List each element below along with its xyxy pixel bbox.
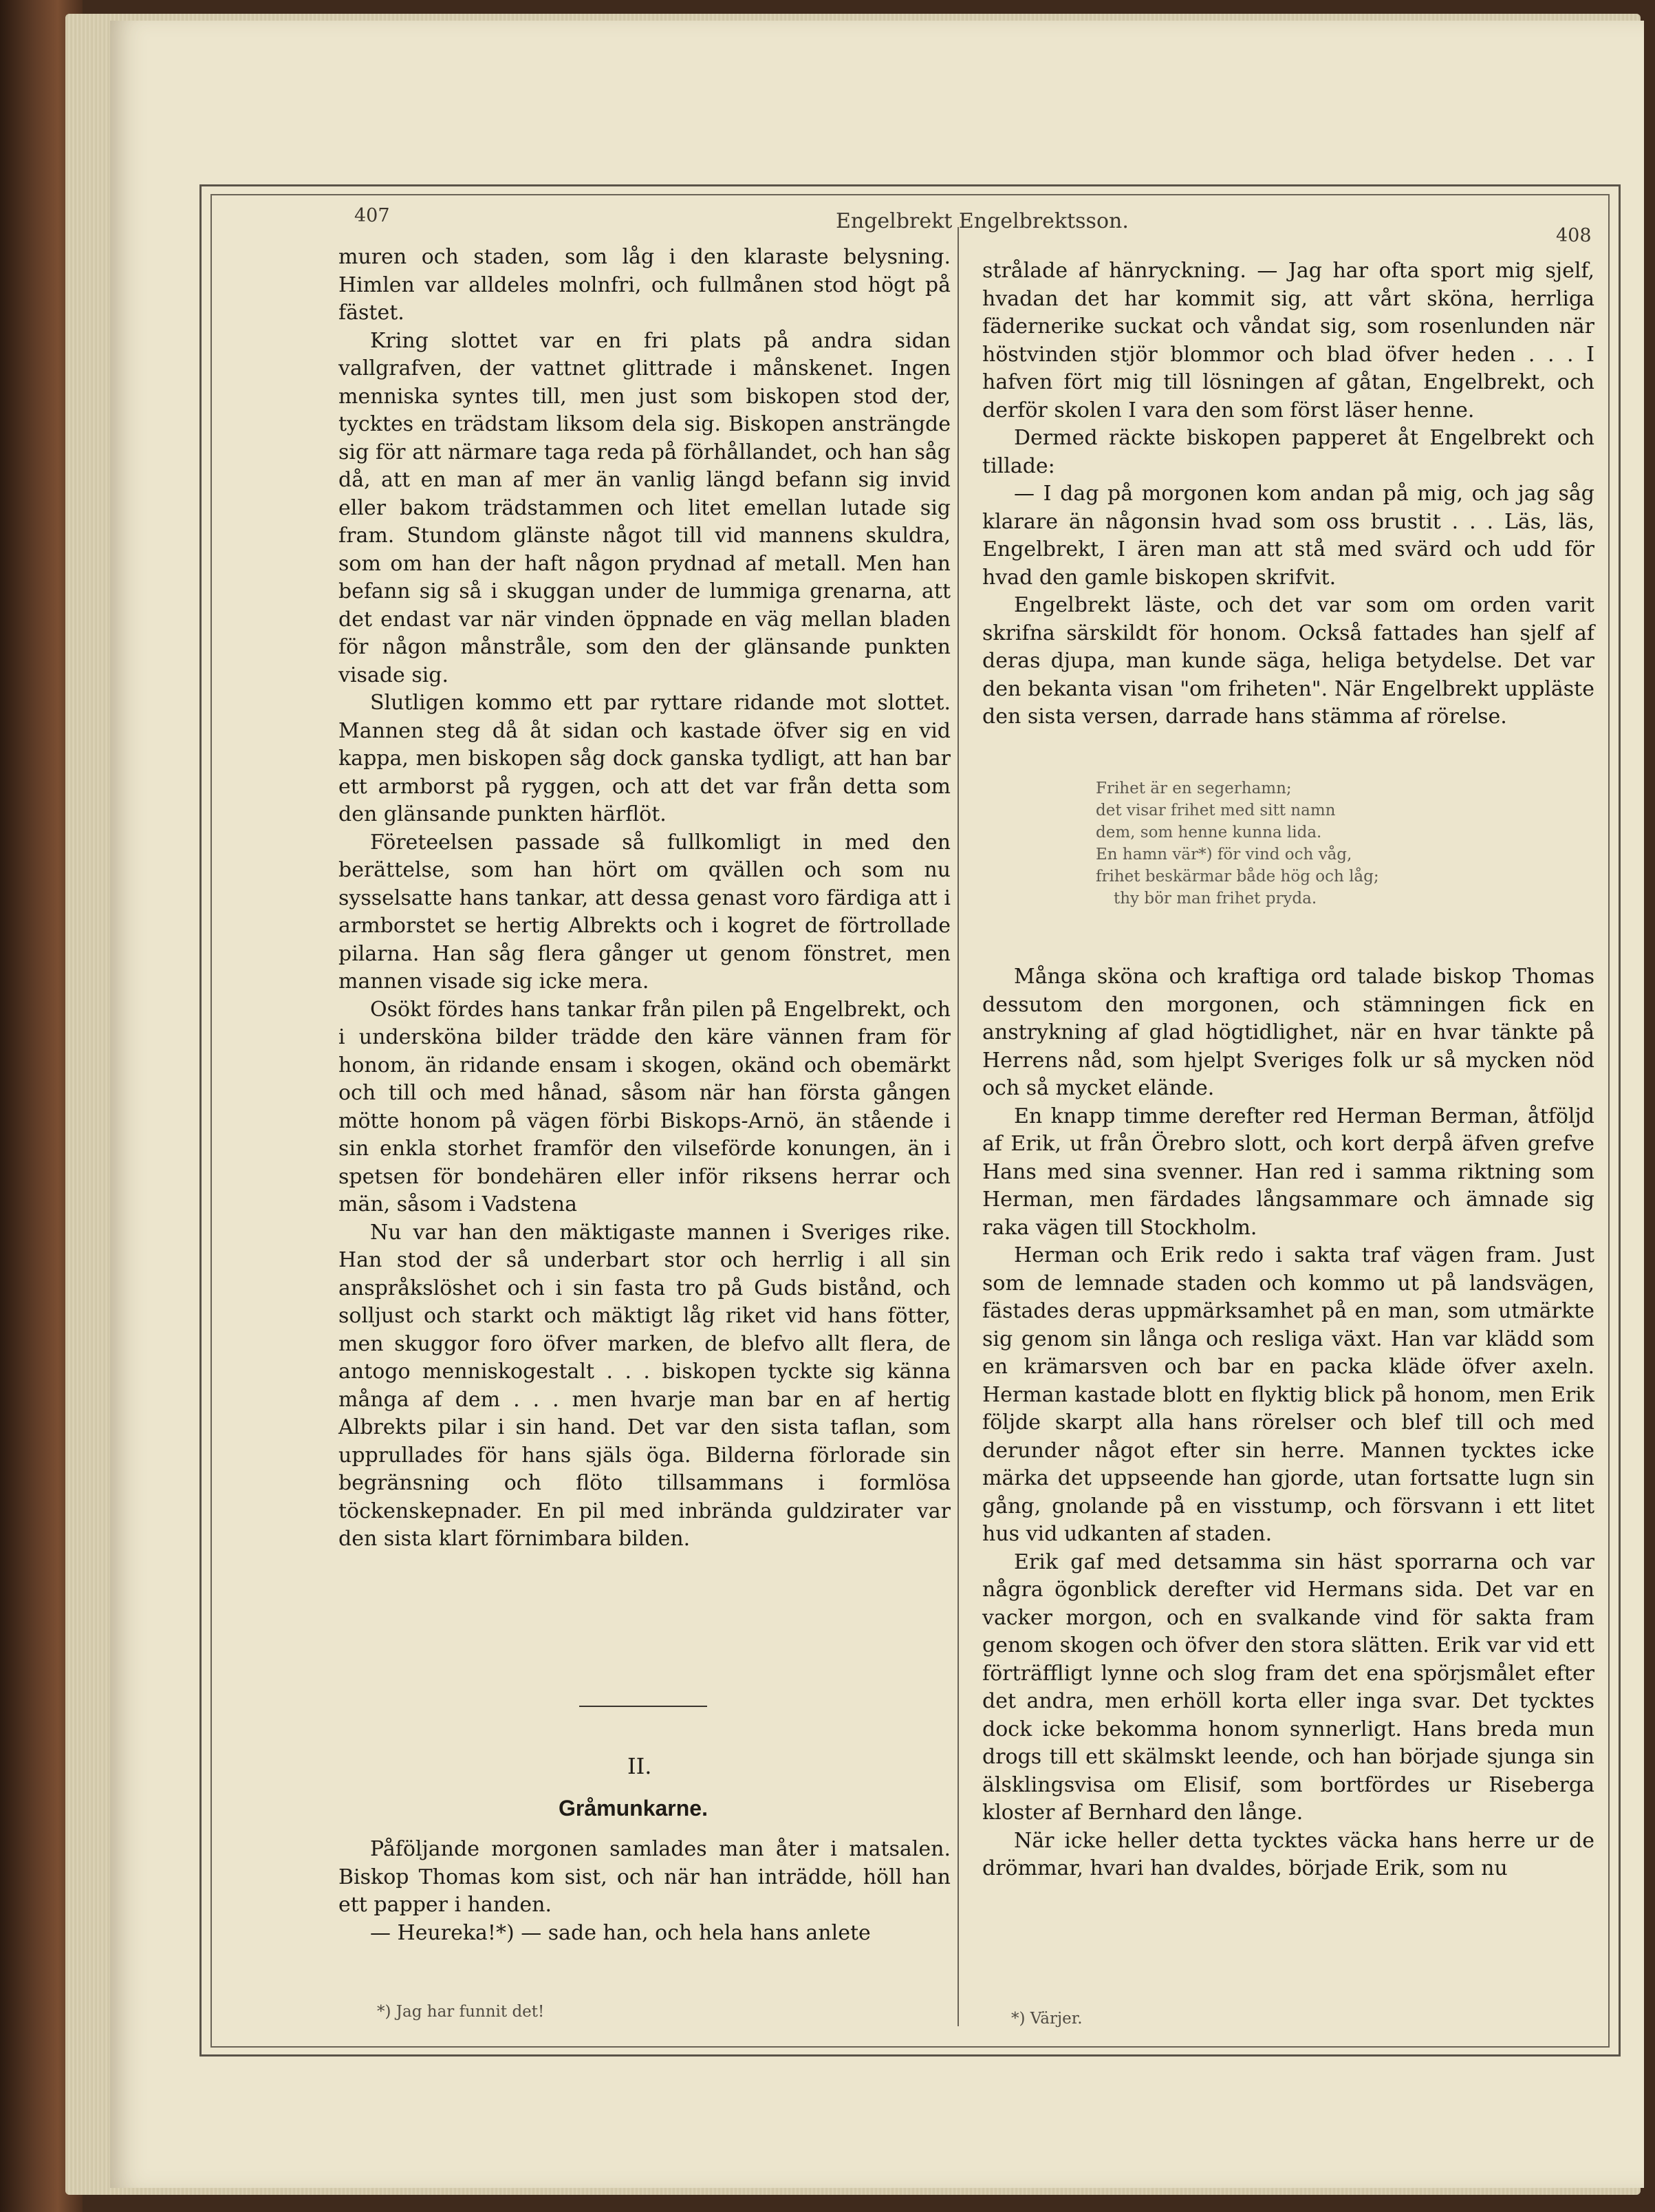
section-number: II. (627, 1753, 652, 1779)
paragraph: Engelbrekt läste, och det var som om orden varit skrifna särskildt för honom. Också fattades han sjelf af deras djupa, man kunde säga, heliga betydelse. Det var den bekanta visan "om friheten". När Engelbrekt uppläste den sista versen, darrade hans stämma af rörelse. (982, 593, 1594, 729)
right-column-top (982, 257, 1594, 731)
paragraph: Kring slottet var en fri plats på andra sidan vallgrafven, der vattnet glittrade i månskenet. Ingen menniska syntes till, men just som biskopen stod der, tycktes en trädstam liksom dela sig. Biskopen ansträngde sig för att närmare taga reda på förhållandet, och han såg då, att en man af mer än vanlig längd befann sig invid eller bakom trädstammen och litet emellan lutade sig fram. Stundom glänste något till vid mannens skuldra, som om han der haft någon prydnad af metall. Men han befann sig så i skuggan under de lummiga grenarna, att det endast var när vinden öppnade en väg mellan bladen för någon månstråle, som den der glänsande punkten visade sig. (338, 328, 951, 687)
left-column (338, 244, 951, 1554)
paragraph: Osökt fördes hans tankar från pilen på Engelbrekt, och i undersköna bilder trädde den käre vännen fram för honom, än ridande ensam i skogen, okänd och obemärkt och till och med hånad, såsom när han första gången mötte honom på vägen förbi Biskops-Arnö, än stående i sin enkla storhet framför den vilseförde konungen, än i spetsen för bondehären eller inför riksens herrar och män, såsom i Vadstena (338, 997, 951, 1216)
section-text (338, 1836, 951, 1947)
section-title: Gråmunkarne. (559, 1796, 708, 1821)
poem-block (1096, 777, 1481, 910)
paragraph: Många sköna och kraftiga ord talade biskop Thomas dessutom den morgonen, och stämningen fick en anstrykning af glad högtidlighet, när en hvar tänkte på Herrens nåd, som hjelpt Sveriges folk ur så mycken nöd och så mycket elände. (982, 965, 1594, 1100)
paragraph: muren och staden, som låg i den klaraste belysning. Himlen var alldeles molnfri, och fullmånen stod högt på fästet. (338, 245, 951, 325)
paragraph: En knapp timme derefter red Herman Berman, åtföljd af Erik, ut från Örebro slott, och kort derpå äfven grefve Hans med sina svenner. Han red i samma riktning som Herman, men färdades långsammare och ämnade sig raka vägen till Stockholm. (982, 1104, 1594, 1240)
poem-line: frihet beskärmar både hög och låg; (1096, 868, 1379, 885)
paragraph: Herman och Erik redo i sakta traf vägen fram. Just som de lemnade staden och kommo ut på landsvägen, fästades deras uppmärksamhet på en man, som utmärkte sig genom sin långa och resliga växt. Han var klädd som en krämarsven och bar en packa kläde öfver axeln. Herman kastade blott en flyktig blick på honom, men Erik följde skarpt alla hans rörelser och blef till och med derunder något efter sin herre. Mannen tycktes icke märka det uppseende han gjorde, utan fortsatte lugn sin gång, gnolande på en visstump, och försvann i ett litet hus vid udkanten af staden. (982, 1243, 1594, 1546)
poem-line: dem, som henne kunna lida. (1096, 824, 1322, 841)
poem-line: En hamn vär*) för vind och våg, (1096, 846, 1352, 863)
paragraph: — I dag på morgonen kom andan på mig, och jag såg klarare än någonsin hvad som oss brustit . . . Läs, läs, Engelbrekt, I ären man att stå med svärd och udd för hvad den gamle biskopen skrifvit. (982, 482, 1594, 590)
right-column-bottom (982, 963, 1594, 1883)
paragraph: strålade af hänryckning. — Jag har ofta sport mig sjelf, hvadan det har kommit sig, att vårt sköna, herrliga fädernerike suckat och våndat sig, som rosenlunden när höstvinden stjör blommor och blad öfver heden . . . I hafven fört mig till lösningen af gåtan, Engelbrekt, och derför skolen I vara den som först läser henne. (982, 259, 1594, 422)
paragraph: Påföljande morgonen samlades man åter i matsalen. Biskop Thomas kom sist, och när han inträdde, höll han ett papper i handen. (338, 1837, 951, 1917)
running-title: Engelbrekt Engelbrektsson. (836, 209, 1129, 233)
paragraph: Slutligen kommo ett par ryttare ridande mot slottet. Mannen steg då åt sidan och kastade öfver sig en vid kappa, men biskopen såg dock ganska tydligt, att han bar ett armborst på ryggen, och att det var från detta som den glänsande punkten härflöt. (338, 691, 951, 826)
paragraph: Dermed räckte biskopen papperet åt Engelbrekt och tillade: (982, 426, 1594, 478)
paragraph: Företeelsen passade så fullkomligt in med den berättelse, som han hört om qvällen och som nu sysselsatte hans tankar, att dessa genast voro färdiga att i armborstet se hertig Albrekts och i kogret de förtrollade pilarna. Han såg flera gånger ut genom fönstret, men mannen visade sig icke mera. (338, 830, 951, 994)
section-divider-rule (579, 1706, 707, 1707)
paragraph: Nu var han den mäktigaste mannen i Sveriges rike. Han stod der så underbart stor och herrlig i all sin anspråkslöshet och i sin fasta tro på Guds bistånd, och solljust och starkt och mäktigt låg riket vid hans fötter, men skuggor foro öfver marken, de blefvo allt flera, de antogo menniskogestalt . . . biskopen tyckte sig känna många af dem . . . men hvarje man bar en af hertig Albrekts pilar i sin hand. Det var den sista taflan, som upprullades för hans själs öga. Bilderna förlorade sin begränsning och flöto tillsammans i formlösa töckenskepnader. En pil med inbrända guldzirater var den sista klart förnimbara bilden. (338, 1220, 951, 1551)
column-divider (958, 227, 959, 2026)
footnote-left: *) Jag har funnit det! (377, 2003, 545, 2021)
paragraph: Erik gaf med detsamma sin häst sporrarna och var några ögonblick derefter vid Hermans sida. Det var en vacker morgon, och en svalkande vind för sakta fram genom skogen och öfver den stora slätten. Erik var vid ett förträffligt lynne och slog fram det ena spörjsmålet efter det andra, men erhöll korta eller inga svar. Det tycktes dock icke bekomma honom synnerligt. Hans breda mun drogs till ett skälmskt leende, och han började sjunga sin älsklingsvisa om Elisif, som bortfördes ur Riseberga kloster af Bernhard den långe. (982, 1549, 1594, 1825)
poem-line: thy bör man frihet pryda. (1114, 890, 1317, 908)
footnote-right: *) Värjer. (1011, 2010, 1083, 2028)
paragraph: — Heureka!*) — sade han, och hela hans anlete (370, 1920, 871, 1945)
right-page-number: 408 (1556, 225, 1592, 246)
poem-line: det visar frihet med sitt namn (1096, 802, 1336, 819)
paragraph: När icke heller detta tycktes väcka hans herre ur de drömmar, hvari han dvaldes, började Erik, som nu (982, 1828, 1594, 1880)
poem-line: Frihet är en segerhamn; (1096, 780, 1292, 797)
left-page-number: 407 (354, 205, 390, 226)
